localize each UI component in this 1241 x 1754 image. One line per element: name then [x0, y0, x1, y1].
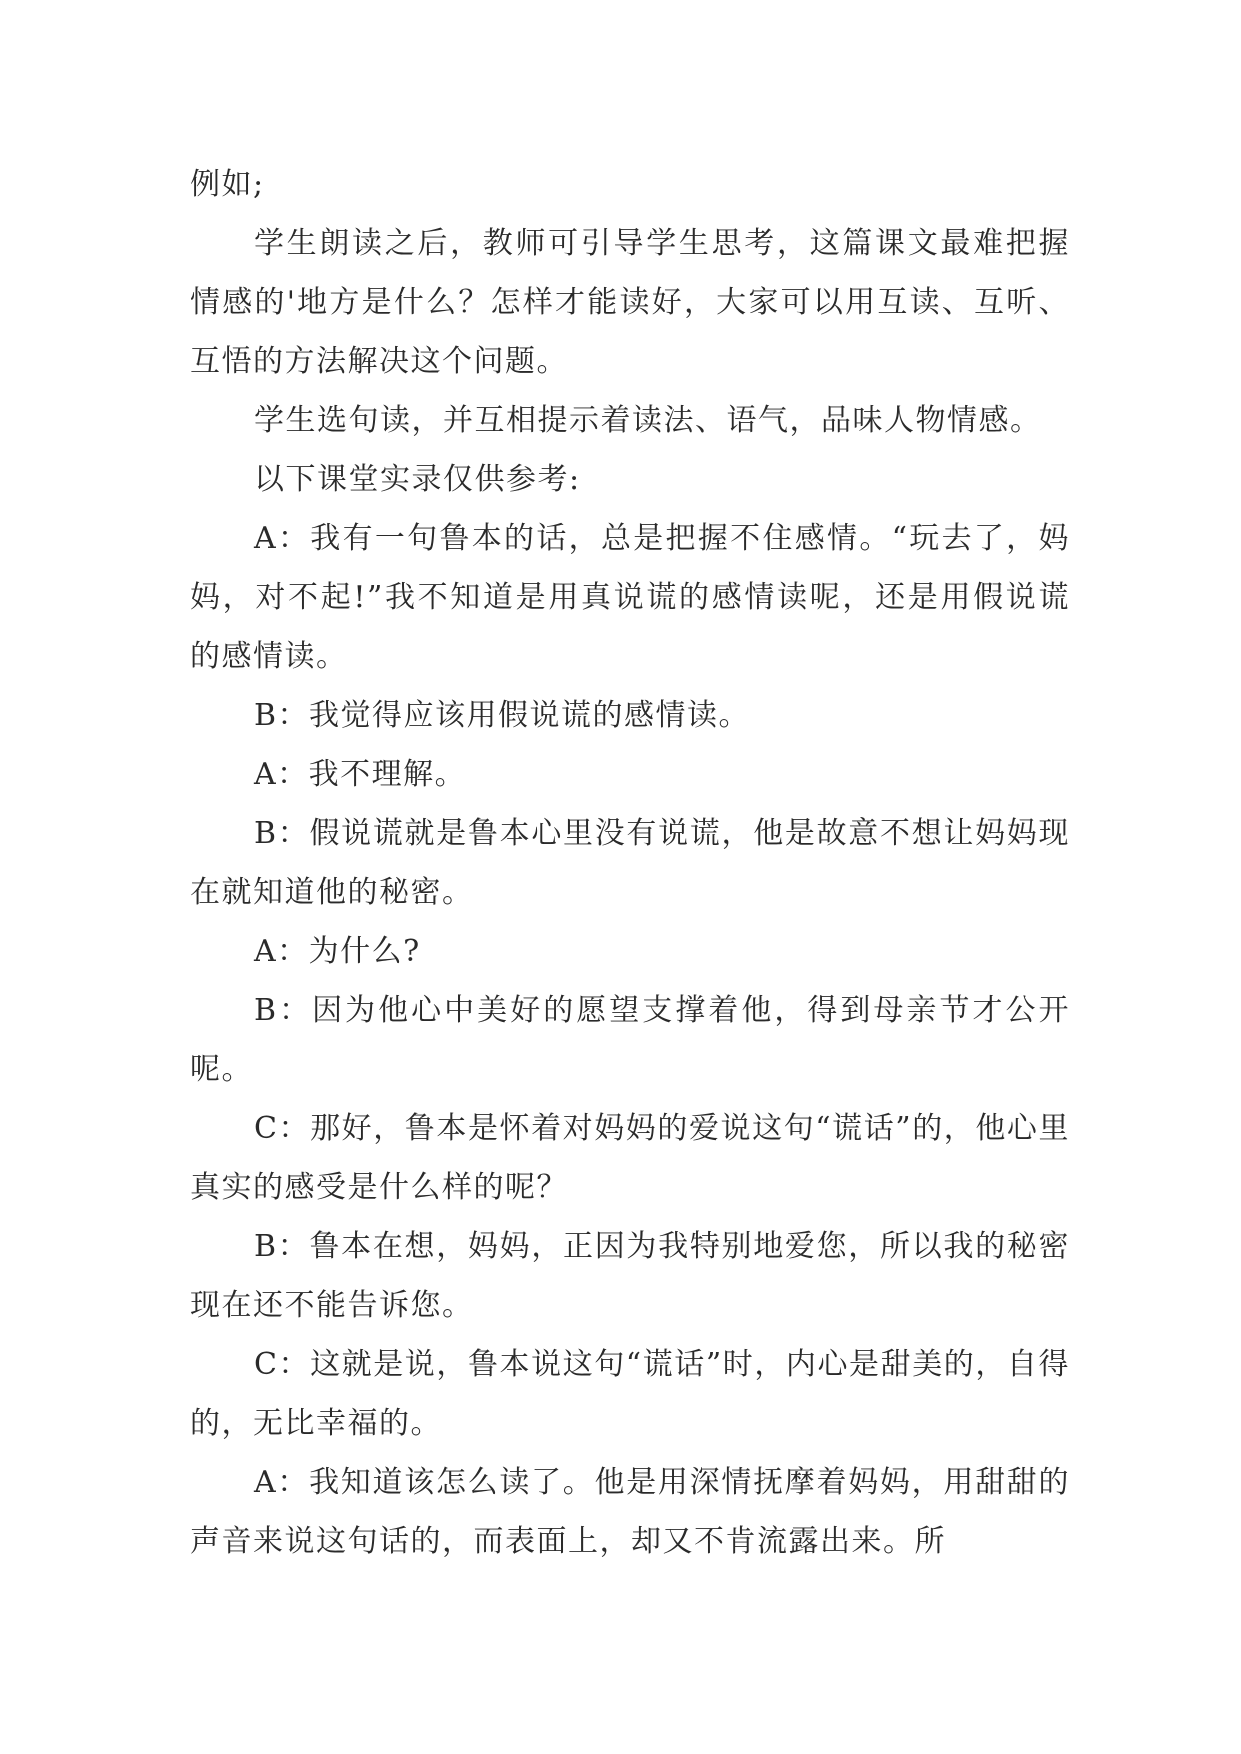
dialogue-line: B：假说谎就是鲁本心里没有说谎，他是故意不想让妈妈现在就知道他的秘密。 — [190, 816, 1070, 910]
document-body — [190, 155, 1070, 1571]
dialogue-line: C：这就是说，鲁本说这句“谎话”时，内心是甜美的，自得的，无比幸福的。 — [190, 1347, 1070, 1441]
dialogue-line: B：鲁本在想，妈妈，正因为我特别地爱您，所以我的秘密现在还不能告诉您。 — [190, 1229, 1070, 1323]
dialogue-line: A：为什么? — [254, 934, 421, 969]
dialogue-line: B：因为他心中美好的愿望支撑着他，得到母亲节才公开呢。 — [190, 993, 1070, 1087]
dialogue-line: A：我知道该怎么读了。他是用深情抚摩着妈妈，用甜甜的声音来说这句话的，而表面上，却又不肯流露出来。所 — [190, 1465, 1070, 1559]
paragraph-intro: 例如; — [190, 167, 265, 202]
dialogue-line: C：那好，鲁本是怀着对妈妈的爱说这句“谎话”的，他心里真实的感受是什么样的呢？ — [190, 1111, 1070, 1205]
dialogue-line: B：我觉得应该用假说谎的感情读。 — [254, 698, 751, 733]
paragraph-student-reading: 学生选句读，并互相提示着读法、语气，品味人物情感。 — [254, 403, 1042, 438]
paragraph-transcript-heading: 以下课堂实录仅供参考: — [254, 462, 581, 497]
dialogue-line: A：我不理解。 — [254, 757, 467, 792]
dialogue-line: A：我有一句鲁本的话，总是把握不住感情。“玩去了，妈妈，对不起!”我不知道是用真说谎的感情读呢，还是用假说谎的感情读。 — [190, 521, 1070, 674]
paragraph-teacher-guidance: 学生朗读之后，教师可引导学生思考，这篇课文最难把握情感的'地方是什么？怎样才能读好，大家可以用互读、互听、互悟的方法解决这个问题。 — [190, 226, 1070, 379]
